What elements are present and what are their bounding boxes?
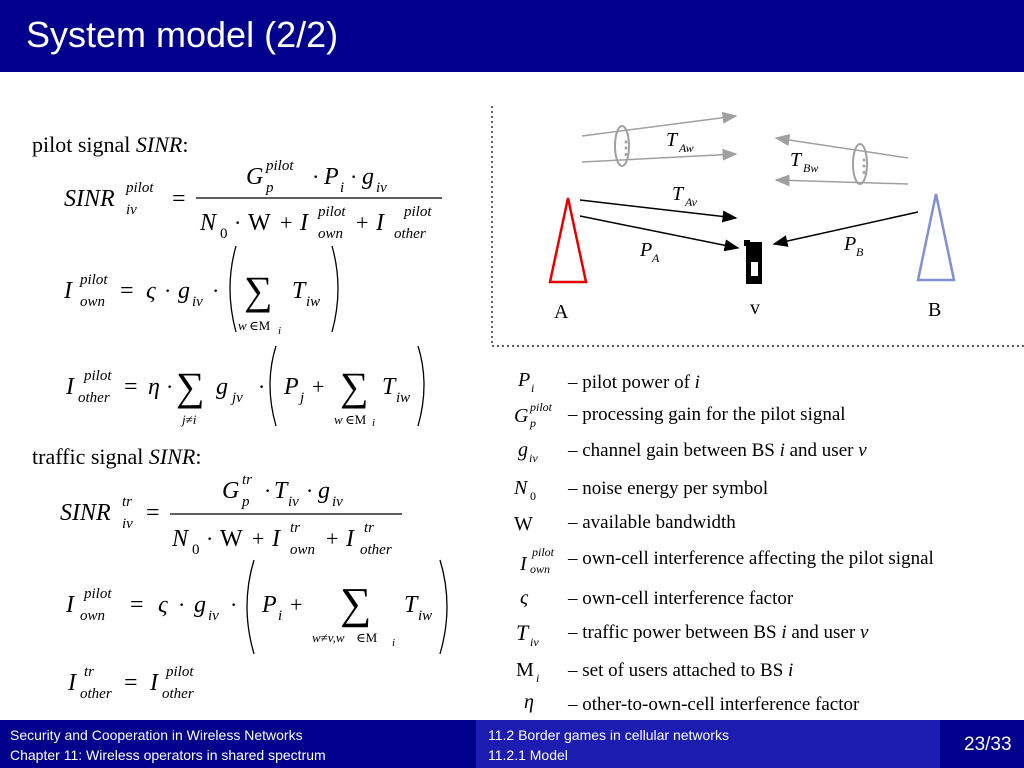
svg-text:SINR: SINR bbox=[64, 186, 115, 212]
svg-text:jv: jv bbox=[232, 390, 243, 406]
svg-text:W: W bbox=[514, 513, 533, 535]
svg-text:G: G bbox=[514, 405, 529, 427]
svg-text:other: other bbox=[80, 686, 112, 702]
svg-text:P: P bbox=[324, 164, 339, 190]
svg-text:p: p bbox=[530, 416, 536, 430]
svg-text:T: T bbox=[382, 374, 396, 400]
svg-text:·: · bbox=[178, 592, 186, 617]
formula-i-other-tr bbox=[67, 664, 194, 702]
svg-text:pilot: pilot bbox=[318, 204, 346, 220]
svg-text:T: T bbox=[404, 592, 418, 618]
svg-text:W: W bbox=[220, 526, 243, 552]
svg-text:iv: iv bbox=[288, 494, 299, 510]
svg-text:η: η bbox=[148, 374, 160, 400]
svg-text:other: other bbox=[162, 686, 194, 702]
svg-text:iv: iv bbox=[208, 608, 219, 624]
svg-text:iv: iv bbox=[332, 494, 343, 510]
svg-text:I: I bbox=[272, 526, 280, 552]
svg-text:0: 0 bbox=[220, 226, 228, 242]
label-b: B bbox=[928, 299, 942, 321]
pilot-heading: pilot signal SINR: bbox=[32, 132, 189, 157]
arrow-a-to-w-1 bbox=[582, 116, 736, 136]
svg-text:iw: iw bbox=[306, 294, 321, 310]
svg-text:g: g bbox=[178, 278, 190, 304]
svg-text:pilot: pilot bbox=[166, 664, 194, 680]
svg-text:pilot: pilot bbox=[126, 180, 154, 196]
svg-text:g: g bbox=[362, 164, 374, 190]
symbol-g-iv bbox=[502, 436, 566, 466]
svg-text:iv: iv bbox=[126, 202, 137, 218]
slide-title: System model (2/2) bbox=[26, 14, 339, 55]
svg-text:+: + bbox=[326, 526, 339, 551]
svg-text:=: = bbox=[146, 500, 160, 526]
svg-text:i: i bbox=[536, 671, 540, 685]
svg-text:+: + bbox=[290, 592, 303, 617]
svg-text:other: other bbox=[360, 542, 392, 558]
svg-text:w≠v,w: w≠v,w bbox=[312, 630, 345, 645]
svg-text:ς: ς bbox=[520, 587, 529, 609]
legend-row: ς – own-cell interference factor bbox=[502, 584, 1022, 614]
formula-sinr-traffic bbox=[60, 472, 402, 558]
svg-text:⋮: ⋮ bbox=[855, 156, 873, 176]
svg-text:Aw: Aw bbox=[679, 141, 694, 155]
svg-text:iv: iv bbox=[529, 451, 538, 465]
formula-i-own-pilot-2 bbox=[65, 560, 447, 654]
svg-text:Av: Av bbox=[685, 195, 697, 209]
formula-i-other-pilot bbox=[65, 346, 424, 429]
svg-text:pilot: pilot bbox=[266, 158, 294, 174]
svg-text:own: own bbox=[80, 608, 106, 624]
svg-text:I: I bbox=[376, 210, 384, 236]
svg-text:∑: ∑ bbox=[176, 364, 205, 409]
svg-text:T: T bbox=[516, 620, 529, 645]
legend-row: N 0 – noise energy per symbol bbox=[502, 474, 1022, 504]
svg-text:w: w bbox=[238, 318, 247, 333]
svg-text:p: p bbox=[266, 180, 274, 196]
svg-text:·: · bbox=[230, 592, 238, 617]
svg-text:P: P bbox=[640, 239, 653, 261]
svg-text:g: g bbox=[318, 478, 330, 504]
svg-text:own: own bbox=[80, 294, 106, 310]
svg-text:W: W bbox=[248, 210, 271, 236]
svg-text:+: + bbox=[252, 526, 265, 551]
symbol-m-i bbox=[502, 656, 566, 686]
legend-row: I pilot own – own-cell interference affecting the pilot signal bbox=[502, 544, 1022, 574]
svg-text:iw: iw bbox=[396, 390, 411, 406]
symbol-n-0 bbox=[502, 474, 566, 504]
svg-text:j: j bbox=[300, 390, 305, 406]
symbol-p-i bbox=[502, 368, 566, 398]
svg-text:T: T bbox=[666, 129, 678, 151]
svg-text:N: N bbox=[172, 526, 189, 552]
svg-text:P: P bbox=[844, 233, 857, 255]
svg-text:Bw: Bw bbox=[803, 161, 819, 175]
svg-text:·: · bbox=[164, 278, 172, 303]
svg-text:i: i bbox=[531, 381, 535, 395]
svg-text:∑: ∑ bbox=[340, 364, 369, 409]
svg-text:I: I bbox=[150, 670, 158, 696]
svg-text:B: B bbox=[856, 245, 864, 259]
formula-i-own-pilot bbox=[63, 246, 338, 337]
formulas bbox=[0, 0, 480, 720]
svg-text:pilot: pilot bbox=[404, 204, 432, 220]
svg-text:iv: iv bbox=[530, 635, 539, 648]
legend-row: T iv – traffic power between BS i and user v bbox=[502, 618, 1022, 648]
arrow-t-av bbox=[580, 200, 736, 218]
symbol-eta bbox=[502, 690, 566, 720]
svg-text:·: · bbox=[350, 164, 358, 189]
legend-row: P i – pilot power of i bbox=[502, 368, 1022, 398]
svg-text:I: I bbox=[520, 553, 527, 574]
svg-text:own: own bbox=[530, 562, 551, 574]
bs-b-icon bbox=[918, 194, 954, 280]
svg-text:=: = bbox=[172, 186, 186, 212]
svg-text:g: g bbox=[216, 374, 228, 400]
svg-text:i: i bbox=[372, 417, 376, 429]
svg-text:∈M: ∈M bbox=[356, 630, 378, 645]
footer-chapter: Chapter 11: Wireless operators in shared spectrum bbox=[10, 747, 326, 763]
svg-text:pilot: pilot bbox=[530, 400, 553, 414]
svg-text:iw: iw bbox=[418, 608, 433, 624]
symbol-w bbox=[502, 508, 566, 538]
svg-text:+: + bbox=[280, 210, 293, 235]
svg-text:·: · bbox=[234, 210, 242, 235]
svg-text:ς: ς bbox=[158, 592, 168, 618]
svg-text:j≠i: j≠i bbox=[182, 412, 197, 427]
svg-text:I: I bbox=[66, 374, 74, 400]
svg-text:pilot: pilot bbox=[84, 586, 112, 602]
svg-text:g: g bbox=[518, 439, 528, 461]
svg-text:∑: ∑ bbox=[244, 268, 273, 313]
legend-row: η – other-to-own-cell interference factor bbox=[502, 690, 1022, 720]
svg-text:iv: iv bbox=[192, 294, 203, 310]
label-v: v bbox=[750, 297, 760, 319]
svg-text:i: i bbox=[278, 608, 283, 624]
svg-text:·: · bbox=[264, 478, 272, 503]
legend-row: M i – set of users attached to BS i bbox=[502, 656, 1022, 686]
svg-text:other: other bbox=[394, 226, 426, 242]
bs-a-icon bbox=[550, 198, 586, 282]
svg-text:i: i bbox=[340, 180, 345, 196]
svg-text:tr: tr bbox=[364, 520, 375, 536]
symbol-varsigma bbox=[502, 584, 566, 614]
formula-sinr-pilot bbox=[64, 158, 442, 242]
svg-text:T: T bbox=[672, 183, 684, 205]
svg-text:+: + bbox=[312, 374, 325, 399]
svg-text:·: · bbox=[258, 374, 266, 399]
footer-section-2: 11.2.1 Model bbox=[488, 747, 568, 763]
svg-text:·: · bbox=[212, 278, 220, 303]
svg-text:tr: tr bbox=[290, 520, 301, 536]
svg-text:0: 0 bbox=[192, 542, 200, 558]
svg-text:I: I bbox=[64, 278, 72, 304]
svg-text:0: 0 bbox=[530, 489, 536, 503]
network-diagram bbox=[488, 104, 1024, 348]
legend-row: W – available bandwidth bbox=[502, 508, 1022, 538]
svg-text:I: I bbox=[300, 210, 308, 236]
svg-text:=: = bbox=[124, 670, 138, 696]
arrow-p-a bbox=[580, 216, 738, 248]
svg-text:iv: iv bbox=[376, 180, 387, 196]
svg-text:i: i bbox=[278, 325, 282, 337]
svg-text:·: · bbox=[206, 526, 214, 551]
symbol-t-iv bbox=[502, 618, 566, 648]
svg-text:I: I bbox=[346, 526, 354, 552]
svg-text:T: T bbox=[790, 149, 802, 171]
footer-section-1: 11.2 Border games in cellular networks bbox=[488, 727, 729, 743]
svg-text:·: · bbox=[312, 164, 320, 189]
svg-text:P: P bbox=[262, 592, 277, 618]
svg-text:N: N bbox=[200, 210, 217, 236]
svg-text:+: + bbox=[356, 210, 369, 235]
svg-text:own: own bbox=[318, 226, 344, 242]
page-number: 23/33 bbox=[964, 734, 1012, 755]
svg-text:T: T bbox=[292, 278, 306, 304]
label-a: A bbox=[554, 301, 569, 323]
svg-text:I: I bbox=[68, 670, 76, 696]
svg-text:=: = bbox=[120, 278, 134, 304]
svg-text:other: other bbox=[78, 390, 110, 406]
svg-text:iv: iv bbox=[122, 516, 133, 532]
svg-text:P: P bbox=[518, 369, 531, 391]
svg-text:=: = bbox=[130, 592, 144, 618]
svg-text:P: P bbox=[284, 374, 299, 400]
svg-text:G: G bbox=[246, 164, 264, 190]
traffic-heading: traffic signal SINR: bbox=[32, 444, 202, 469]
svg-text:I: I bbox=[66, 592, 74, 618]
svg-text:G: G bbox=[222, 478, 240, 504]
svg-text:M: M bbox=[516, 659, 534, 681]
svg-text:i: i bbox=[392, 637, 396, 649]
legend-row: G pilot p – processing gain for the pilot signal bbox=[502, 400, 1022, 430]
svg-text:N: N bbox=[514, 477, 528, 499]
svg-text:tr: tr bbox=[242, 472, 253, 488]
svg-text:⋮: ⋮ bbox=[617, 138, 635, 158]
svg-text:·: · bbox=[166, 374, 174, 399]
svg-text:·: · bbox=[306, 478, 314, 503]
svg-text:pilot: pilot bbox=[80, 272, 108, 288]
svg-text:p: p bbox=[242, 494, 250, 510]
arrow-b-to-w-2 bbox=[776, 180, 908, 184]
svg-text:SINR: SINR bbox=[60, 500, 111, 526]
svg-text:=: = bbox=[124, 374, 138, 400]
svg-text:ς: ς bbox=[146, 278, 156, 304]
svg-text:∑: ∑ bbox=[340, 579, 372, 628]
footer-book: Security and Cooperation in Wireless Networks bbox=[10, 727, 303, 743]
symbol-g-p-pilot bbox=[502, 400, 566, 430]
svg-text:T: T bbox=[274, 478, 288, 504]
svg-text:tr: tr bbox=[84, 664, 95, 680]
svg-text:∈M: ∈M bbox=[345, 412, 367, 427]
svg-text:pilot: pilot bbox=[84, 368, 112, 384]
arrow-a-to-w-2 bbox=[582, 154, 736, 162]
svg-text:A: A bbox=[652, 251, 660, 265]
svg-text:g: g bbox=[194, 592, 206, 618]
svg-text:tr: tr bbox=[122, 494, 133, 510]
svg-text:∈M: ∈M bbox=[249, 318, 271, 333]
svg-text:pilot: pilot bbox=[532, 545, 555, 559]
symbol-i-own-pilot bbox=[502, 544, 566, 574]
svg-text:η: η bbox=[524, 691, 534, 713]
legend-row: g iv – channel gain between BS i and user v bbox=[502, 436, 1022, 466]
svg-text:w: w bbox=[334, 412, 343, 427]
svg-text:own: own bbox=[290, 542, 316, 558]
